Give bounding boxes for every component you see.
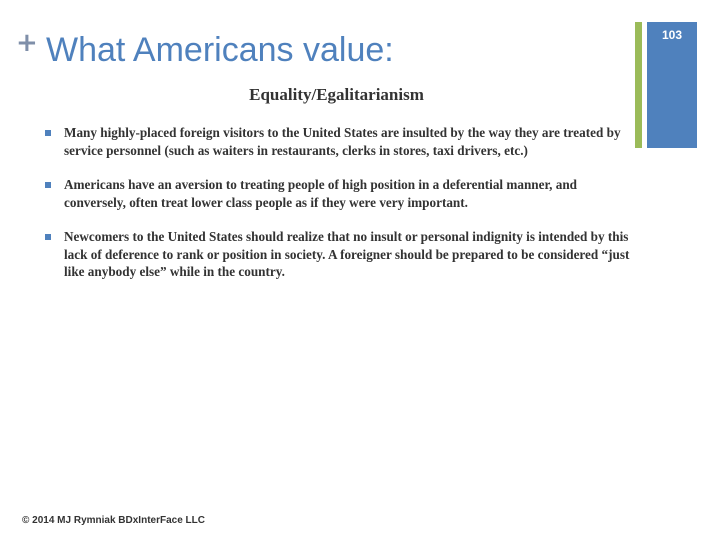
square-bullet-icon <box>45 130 51 136</box>
bullet-item <box>45 124 633 159</box>
plus-icon: + <box>16 28 38 58</box>
slide-subtitle: Equality/Egalitarianism <box>249 85 424 104</box>
bullet-item <box>45 228 633 281</box>
bullet-item <box>45 176 633 211</box>
accent-bar-green <box>635 22 642 148</box>
bullet-text: Newcomers to the United States should realize that no insult or personal indignity is intended by this lack of deference to rank or position in society. A foreigner should be prepared to be considered “just like anybody else” while in the country. <box>64 229 630 279</box>
copyright-footer: © 2014 MJ Rymniak BDxInterFace LLC <box>22 515 205 526</box>
page-number: 103 <box>661 28 683 42</box>
bullet-text: Many highly-placed foreign visitors to the United States are insulted by the way they are treated by service personnel (such as waiters in restaurants, clerks in stores, taxi drivers, etc.) <box>64 125 621 158</box>
slide-title: What Americans value: <box>46 31 394 69</box>
square-bullet-icon <box>45 234 51 240</box>
square-bullet-icon <box>45 182 51 188</box>
bullet-list <box>45 124 633 298</box>
bullet-text: Americans have an aversion to treating people of high position in a deferential manner, and conversely, often treat lower class people as if they were very important. <box>64 177 577 210</box>
